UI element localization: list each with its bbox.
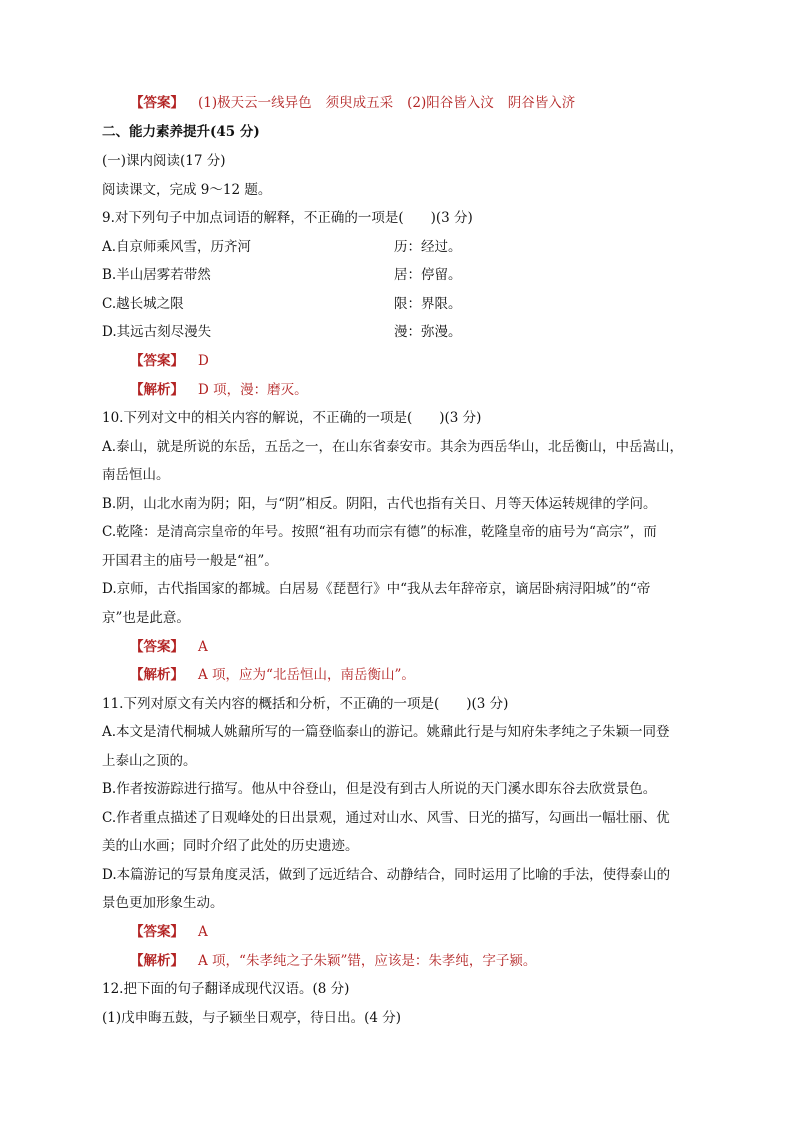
- q10-stem: 10.下列对文中的相关内容的解说，不正确的一项是( )(3 分): [102, 410, 482, 426]
- q9-option-d-text: D.其远古刻尽漫失: [102, 324, 212, 340]
- q9-answer-value: D: [198, 353, 209, 369]
- q9-option-b-text: B.半山居雾若带然: [102, 267, 211, 283]
- q11-analysis: [130, 951, 734, 971]
- answer-part-3: (2)阳谷皆入汶: [407, 95, 494, 111]
- q9-option-a: [102, 237, 734, 257]
- q9-analysis: [130, 380, 734, 400]
- instruction-text: 阅读课文，完成 9～12 题。: [102, 182, 272, 198]
- q9-answer: [130, 351, 734, 371]
- q10-option-b: B.阴，山北水南为阴；阳，与“阴”相反。阴阳，古代也指有关日、月等天体运转规律的学问。: [102, 496, 657, 512]
- q10-option-d-2: 京”也是此意。: [102, 610, 190, 626]
- q9-stem: 9.对下列句子中加点词语的解释，不正确的一项是( )(3 分): [102, 210, 473, 226]
- q10-option-c-2: 开国君主的庙号一般是“祖”。: [102, 553, 278, 569]
- q9-option-c: [102, 294, 734, 314]
- q10-option-a-1: A.泰山，就是所说的东岳，五岳之一，在山东省泰安市。其余为西岳华山，北岳衡山，中岳嵩山，: [102, 439, 684, 455]
- q11-option-c-2: 美的山水画；同时介绍了此处的历史遗迹。: [102, 838, 359, 854]
- q11-answer: [130, 922, 734, 942]
- q12-stem: 12.把下面的句子翻译成现代汉语。(8 分): [102, 981, 350, 997]
- section-title: 二、能力素养提升(45 分): [102, 124, 260, 140]
- subsection-title: (一)课内阅读(17 分): [102, 153, 226, 169]
- q12-sub-1: (1)戊申晦五鼓，与子颍坐日观亭，待日出。(4 分): [102, 1010, 402, 1026]
- q9-option-b: [102, 265, 734, 285]
- answer-part-1: (1)极天云一线异色: [198, 95, 312, 111]
- answer-part-4: 阴谷皆入济: [507, 95, 576, 111]
- q9-analysis-tag: 【解析】: [130, 382, 184, 398]
- q9-answer-tag: 【答案】: [130, 353, 184, 369]
- q9-option-d: [102, 322, 734, 342]
- q11-stem: 11.下列对原文有关内容的概括和分析，不正确的一项是( )(3 分): [102, 696, 509, 712]
- q10-analysis-text: A 项，应为“北岳恒山，南岳衡山”。: [198, 667, 415, 683]
- answer-row-1: [130, 93, 734, 113]
- q9-option-b-gloss: 居：停留。: [394, 267, 462, 283]
- q11-option-c-1: C.作者重点描述了日观峰处的日出景观，通过对山水、风雪、日光的描写，勾画出一幅壮丽、优: [102, 810, 670, 826]
- q11-option-a-1: A.本文是清代桐城人姚鼐所写的一篇登临泰山的游记。姚鼐此行是与知府朱孝纯之子朱颖一同登: [102, 724, 670, 740]
- q11-answer-value: A: [198, 924, 208, 940]
- q9-option-d-gloss: 漫：弥漫。: [394, 324, 462, 340]
- q10-analysis: [130, 665, 734, 685]
- q9-option-a-gloss: 历：经过。: [394, 239, 462, 255]
- q10-answer: [130, 637, 734, 657]
- q11-answer-tag: 【答案】: [130, 924, 184, 940]
- q10-answer-value: A: [198, 639, 208, 655]
- q10-option-d-1: D.京师，古代指国家的都城。白居易《琵琶行》中“我从去年辞帝京，谪居卧病浔阳城”的“帝: [102, 581, 651, 597]
- q9-option-c-gloss: 限：界限。: [394, 296, 462, 312]
- q10-option-a-2: 南岳恒山。: [102, 467, 170, 483]
- q11-analysis-tag: 【解析】: [130, 953, 184, 969]
- q10-analysis-tag: 【解析】: [130, 667, 184, 683]
- answer-part-2: 须臾成五采: [325, 95, 394, 111]
- q9-option-c-text: C.越长城之限: [102, 296, 184, 312]
- q11-option-d-2: 景色更加形象生动。: [102, 895, 224, 911]
- answer-tag: 【答案】: [130, 95, 184, 111]
- q11-option-a-2: 上泰山之顶的。: [102, 753, 197, 769]
- q11-option-b: B.作者按游踪进行描写。他从中谷登山，但是没有到古人所说的天门溪水即东谷去欣赏景色。: [102, 781, 657, 797]
- q10-answer-tag: 【答案】: [130, 639, 184, 655]
- q9-analysis-text: D 项，漫：磨灭。: [198, 382, 308, 398]
- q10-option-c-1: C.乾隆：是清高宗皇帝的年号。按照“祖有功而宗有德”的标准，乾隆皇帝的庙号为“高宗”，而: [102, 524, 657, 540]
- q9-option-a-text: A.自京师乘风雪，历齐河: [102, 239, 252, 255]
- q11-analysis-text: A 项，“朱孝纯之子朱颖”错，应该是：朱孝纯，字子颍。: [198, 953, 537, 969]
- q11-option-d-1: D.本篇游记的写景角度灵活，做到了远近结合、动静结合，同时运用了比喻的手法，使得泰山的: [102, 867, 671, 883]
